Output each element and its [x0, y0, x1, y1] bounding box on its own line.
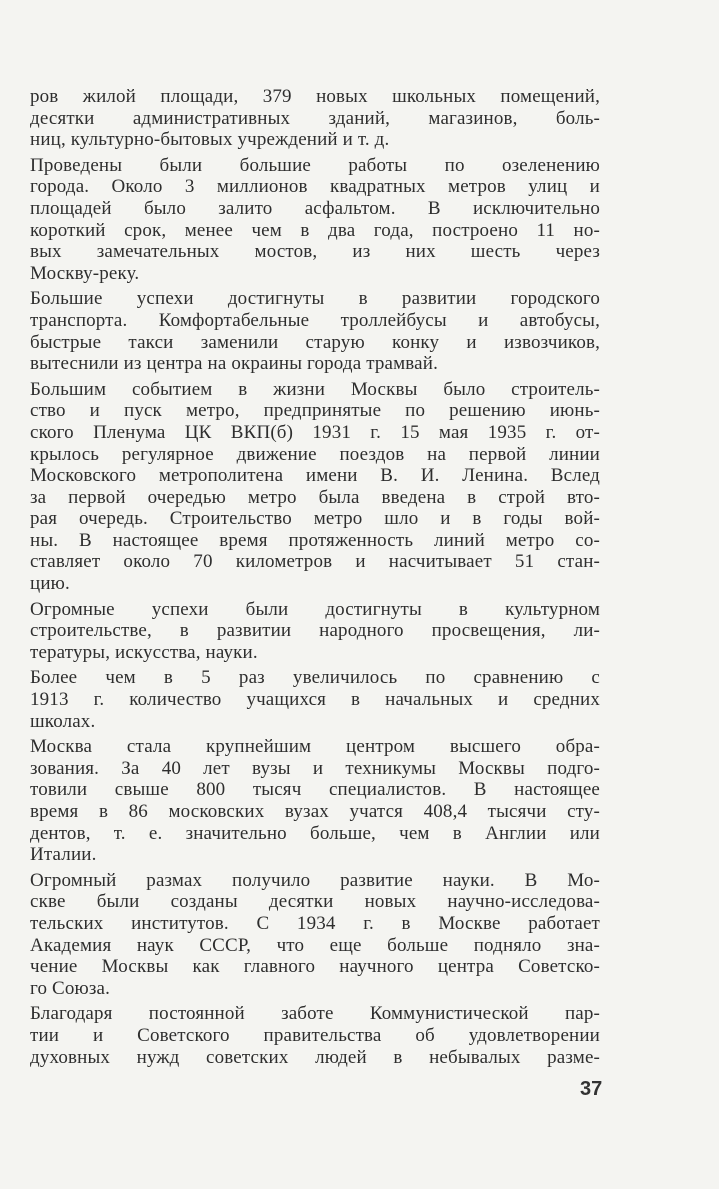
paragraph [30, 288, 600, 374]
text-line: ров жилой площади, 379 новых школьных помещений, [30, 86, 600, 107]
text-line: вытеснили из центра на окраины города трамвай. [30, 353, 438, 375]
text-line: время в 86 московских вузах учатся 408,4 тысячи сту- [30, 801, 600, 822]
paragraph [30, 86, 600, 151]
text-line: тельских институтов. С 1934 г. в Москве работает [30, 912, 600, 934]
text-line: площадей было залито асфальтом. В исключительно [30, 197, 600, 219]
text-line: дентов, т. е. значительно больше, чем в Англии или [30, 822, 600, 844]
text-line: ского Пленума ЦК ВКП(б) 1931 г. 15 мая 1935 г. от- [30, 421, 600, 443]
paragraph [30, 599, 600, 664]
text-line: за первой очередью метро была введена в строй вто- [30, 486, 600, 508]
page-body [30, 86, 600, 1072]
text-line: Большим событием в жизни Москвы было строитель- [30, 378, 600, 400]
text-line: школах. [30, 710, 96, 732]
paragraph [30, 379, 600, 595]
text-line: Проведены были большие работы по озеленению [30, 154, 600, 176]
text-line: тии и Советского правительства об удовлетворении [30, 1024, 600, 1046]
paragraph [30, 1003, 600, 1068]
paragraph [30, 736, 600, 866]
text-line: Большие успехи достигнуты в развитии городского [30, 288, 600, 310]
text-line: Москву-реку. [30, 262, 140, 284]
text-line: зования. За 40 лет вузы и техникумы Москвы подго- [30, 757, 600, 779]
text-line: Московского метрополитена имени В. И. Ленина. Вслед [30, 465, 600, 487]
text-line: ны. В настоящее время протяженность линий метро со- [30, 529, 600, 551]
page-number: 37 [580, 1078, 603, 1100]
text-line: Академия наук СССР, что еще больше подняло зна- [30, 934, 600, 956]
text-line: товили свыше 800 тысяч специалистов. В настоящее [30, 779, 600, 801]
text-line: Италии. [30, 844, 97, 866]
text-line: скве были созданы десятки новых научно-исследова- [30, 891, 600, 913]
text-line: рая очередь. Строительство метро шло и в годы вой- [30, 508, 600, 530]
text-line: Благодаря постоянной заботе Коммунистической пар- [30, 1003, 600, 1025]
text-column [30, 86, 600, 1068]
text-line: короткий срок, менее чем в два года, построено 11 но- [30, 219, 600, 241]
text-line: го Союза. [30, 977, 110, 999]
text-line: вых замечательных мостов, из них шесть через [30, 241, 600, 263]
paragraph [30, 155, 600, 285]
text-line: Более чем в 5 раз увеличилось по сравнению с [30, 667, 600, 689]
text-line: Огромные успехи были достигнуты в культурном [30, 598, 600, 620]
text-line: строительстве, в развитии народного просвещения, ли- [30, 620, 600, 642]
paragraph [30, 870, 600, 1000]
paragraph [30, 667, 600, 732]
text-line: ство и пуск метро, предпринятые по решению июнь- [30, 400, 600, 422]
text-line: десятки административных зданий, магазинов, боль- [30, 107, 600, 129]
text-line: быстрые такси заменили старую конку и извозчиков, [30, 331, 600, 353]
text-line: транспорта. Комфортабельные троллейбусы и автобусы, [30, 309, 600, 331]
text-line: 1913 г. количество учащихся в начальных и средних [30, 689, 600, 711]
text-line: города. Около 3 миллионов квадратных метров улиц и [30, 176, 600, 198]
text-line: ниц, культурно-бытовых учреждений и т. д. [30, 129, 390, 151]
text-line: крылось регулярное движение поездов на первой линии [30, 443, 600, 465]
text-line: тературы, искусства, науки. [30, 641, 258, 663]
text-line: ставляет около 70 километров и насчитывает 51 стан- [30, 551, 600, 573]
text-line: духовных нужд советских людей в небывалых разме- [30, 1046, 600, 1068]
text-line: чение Москвы как главного научного центра Советско- [30, 956, 600, 978]
text-line: Москва стала крупнейшим центром высшего обра- [30, 736, 600, 758]
text-line: цию. [30, 573, 70, 595]
text-line: Огромный размах получило развитие науки. В Мо- [30, 869, 600, 891]
